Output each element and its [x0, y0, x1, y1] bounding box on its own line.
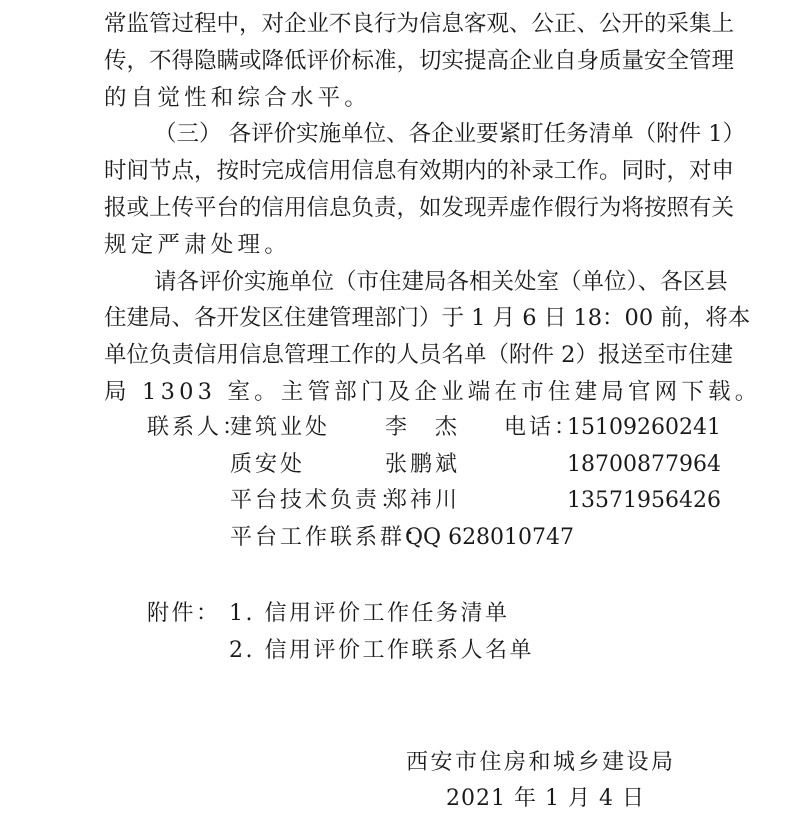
text-line: 传，不得隐瞒或降低评价标准，切实提高企业自身质量安全管理 [104, 47, 735, 74]
text-line: 常监管过程中，对企业不良行为信息客观、公正、公开的采集上 [104, 11, 735, 37]
contact-name: 李 杰 [385, 415, 461, 440]
contact-dept: 质安处 [230, 451, 306, 477]
group-label: 平台工作联系群： [230, 524, 431, 550]
signature-block [406, 745, 676, 817]
paragraph-supervision [104, 6, 735, 116]
phone-label: 电话： [504, 415, 580, 440]
text-line: 规定严肃处理。 [104, 231, 291, 258]
text-line: 住建局、各开发区住建管理部门）于 1 月 6 日 18：00 前，将本 [104, 305, 751, 332]
issue-date: 2021 年 1 月 4 日 [446, 786, 645, 811]
contact-dept: 建筑业处 [230, 415, 331, 440]
contact-dept: 平台技术负责： [230, 488, 406, 513]
text-line: 单位负责信用信息管理工作的人员名单（附件 2）报送至市住建 [104, 342, 733, 369]
contact-phone: 15109260241 [567, 415, 721, 440]
attachments-label: 附件： [147, 601, 221, 626]
text-line: 报或上传平台的信用信息负责，如发现弄虚作假行为将按照有关 [104, 194, 735, 221]
document-body [104, 6, 762, 411]
text-line: 的自觉性和综合水平。 [104, 84, 372, 111]
attachment-item: 1. 信用评价工作任务清单 [229, 601, 510, 626]
contact-phone: 13571956426 [567, 488, 721, 513]
text-line: 时间节点，按时完成信用信息有效期内的补录工作。同时，对申 [104, 158, 735, 185]
text-line: （三） 各评价实施单位、各企业要紧盯任务清单（附件 1） [154, 121, 746, 148]
attachment-item: 2. 信用评价工作联系人名单 [229, 638, 534, 663]
contact-name: 郑祎川 [385, 488, 461, 513]
text-line: 局 1303 室。主管部门及企业端在市住建局官网下载。 [104, 378, 762, 405]
text-line: 请各评价实施单位（市住建局各相关处室（单位）、各区县 [154, 268, 728, 295]
paragraph-request [104, 264, 762, 411]
issuing-organization: 西安市住房和城乡建设局 [406, 750, 676, 775]
paragraph-section-three [104, 116, 746, 263]
group-value: QQ 628010747 [405, 524, 575, 550]
contact-phone: 18700877964 [567, 451, 721, 477]
contacts-label: 联系人： [147, 415, 248, 440]
contact-name: 张鹏斌 [385, 451, 461, 477]
